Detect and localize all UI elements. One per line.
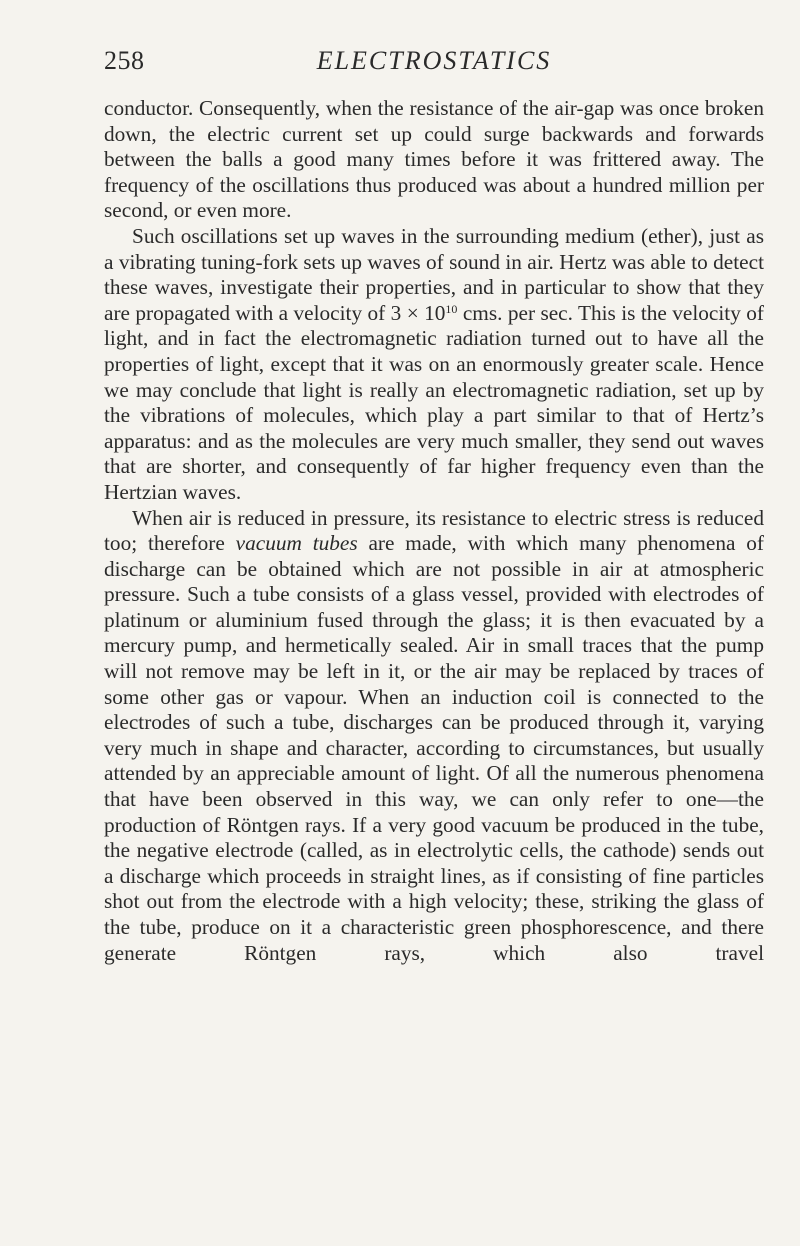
paragraph-3-text-end: are made, with which many phenomena of discharge can be obtained which are not possible in air at atmospheric pressure. Such a tube consists of a glass vessel, provided with electrodes of platinum or aluminium fused through the glass; it is then evacuated by a mercury pump, and hermetically sealed. Air in small traces that the pump will not remove may be left in it, or the air may be replaced by traces of some other gas or vapour. When an induction coil is connected to the electrodes of such a tube, discharges can be produced through it, varying very much in shape and character, according to circumstances, but usually attended by an appreciable amount of light. Of all the numerous phenomena that have been observed in this way, we can only refer to one—the production of Röntgen rays. If a very good vacuum be produced in the tube, the negative electrode (called, as in electrolytic cells, the cathode) sends out a discharge which proceeds in straight lines, as if consisting of fine particles shot out from the electrode with a high velocity; these, striking the glass of the tube, produce on it a characteristic green phosphorescence, and there generate Röntgen rays, which also travel <box>104 531 764 965</box>
page-header <box>104 46 764 78</box>
paragraph-3 <box>104 506 764 967</box>
exponent: 10 <box>445 301 458 316</box>
paragraph-2-text-start: Such oscillations set up waves in the surrounding medium (ether), just as a vibrating tuning-fork sets up waves of sound in air. Hertz was able to detect these waves, investigate their properties, and in particular to show that they are propagated with a velocity of 3 × 10 <box>104 223 764 325</box>
italic-term: vacuum tubes <box>235 531 358 556</box>
paragraph-1 <box>104 96 764 224</box>
running-head: ELECTROSTATICS <box>316 46 552 75</box>
paragraph-2-text-end: cms. per sec. This is the velocity of light, and in fact the electromagnetic radiation turned out to have all the properties of light, except that it was on an enormously greater scale. Hence we may conclude that light is really an electromagnetic radiation, set up by the vibrations of molecules, which play a part similar to that of Hertz’s apparatus: and as the molecules are very much smaller, they send out waves that are shorter, and consequently of far higher frequency even than the Hertzian waves. <box>104 300 764 504</box>
page-number: 258 <box>104 46 145 75</box>
body-text <box>104 96 764 966</box>
paragraph-2 <box>104 224 764 506</box>
paragraph-1-text: conductor. Consequently, when the resistance of the air-gap was once broken down, the electric current set up could surge backwards and forwards between the balls a good many times before it was frittered away. The frequency of the oscillations thus produced was about a hundred million per second, or even more. <box>104 96 764 223</box>
paragraph-3-text-start: When air is reduced in pressure, its resistance to electric stress is reduced too; therefore <box>104 505 764 556</box>
